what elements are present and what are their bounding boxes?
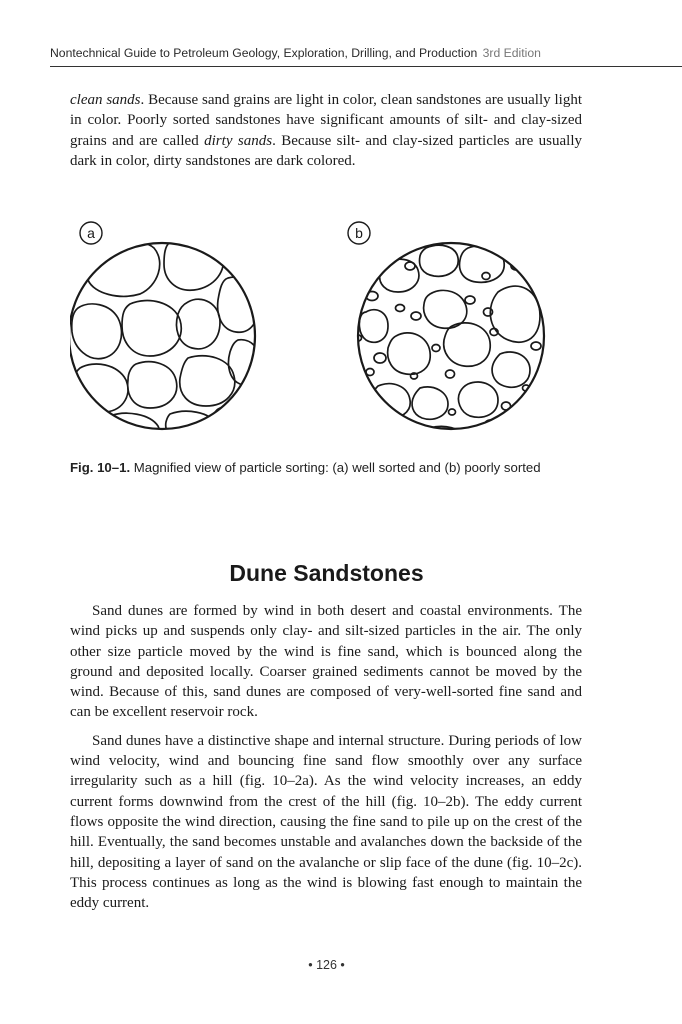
panel-b-label (348, 222, 370, 244)
term-dirty-sands: dirty sands (204, 132, 273, 149)
poorly-sorted-grains-panel (355, 243, 545, 451)
edition-label: 3rd Edition (482, 46, 541, 60)
section-paragraph-2: Sand dunes have a distinctive shape and internal structure. During periods of low wind velocity, wind and bouncing fine sand flow smoothly over any surface irregularity such as a hill (fig. 10–2a). As the wind velocity increases, an eddy current forms downwind from the crest of the hill (fig. 10–2b). The eddy current flows opposite the wind direction, causing the fine sand to pile up on the crest of the hill. Eventually, the sand becomes unstable and avalanches down the backside of the hill, depositing a layer of sand on the avalanche or slip face of the dune (fig. 10–2c). This process continues as long as the wind is blowing fast enough to maintain the eddy current. (70, 732, 582, 912)
book-title: Nontechnical Guide to Petroleum Geology, Exploration, Drilling, and Production (50, 46, 478, 60)
intro-text-2: . Because silt- and clay-sized particles are usually dark in color, dirty sandstones are dark colored. (70, 132, 583, 169)
section-heading: Dune Sandstones (229, 560, 424, 586)
panel-a-label-text: a (87, 225, 95, 241)
intro-text-1: . Because sand grains are light in color, clean sandstones are usually light in color. Poorly sorted sandstones have significant amounts of silt- and clay-sized grains and are called (70, 92, 582, 149)
section-body (70, 601, 582, 921)
term-clean-sands: clean sands (70, 92, 141, 108)
caption-label: Fig. 10–1. (70, 460, 131, 475)
figure-caption (70, 460, 630, 475)
well-sorted-grains-panel (70, 238, 260, 446)
figure-particle-sorting (70, 208, 590, 460)
header-rule (50, 66, 682, 67)
section-paragraph-1: Sand dunes are formed by wind in both desert and coastal environments. The wind picks up and suspends only clay- and silt-sized particles in the air. The only other size particle moved by the wind is fine sand, which is bounced along the ground and deposited locally. Coarser grained sediments cannot be moved by the wind. Because of this, sand dunes are composed of very-well-sorted fine sand and can be excellent reservoir rock. (70, 603, 582, 721)
caption-text: Magnified view of particle sorting: (a) well sorted and (b) poorly sorted (130, 460, 541, 475)
panel-a-label (80, 222, 102, 244)
panel-b-label-text: b (355, 225, 363, 241)
intro-paragraph (70, 90, 582, 171)
page-number: • 126 • (308, 958, 345, 972)
running-header (50, 46, 682, 60)
